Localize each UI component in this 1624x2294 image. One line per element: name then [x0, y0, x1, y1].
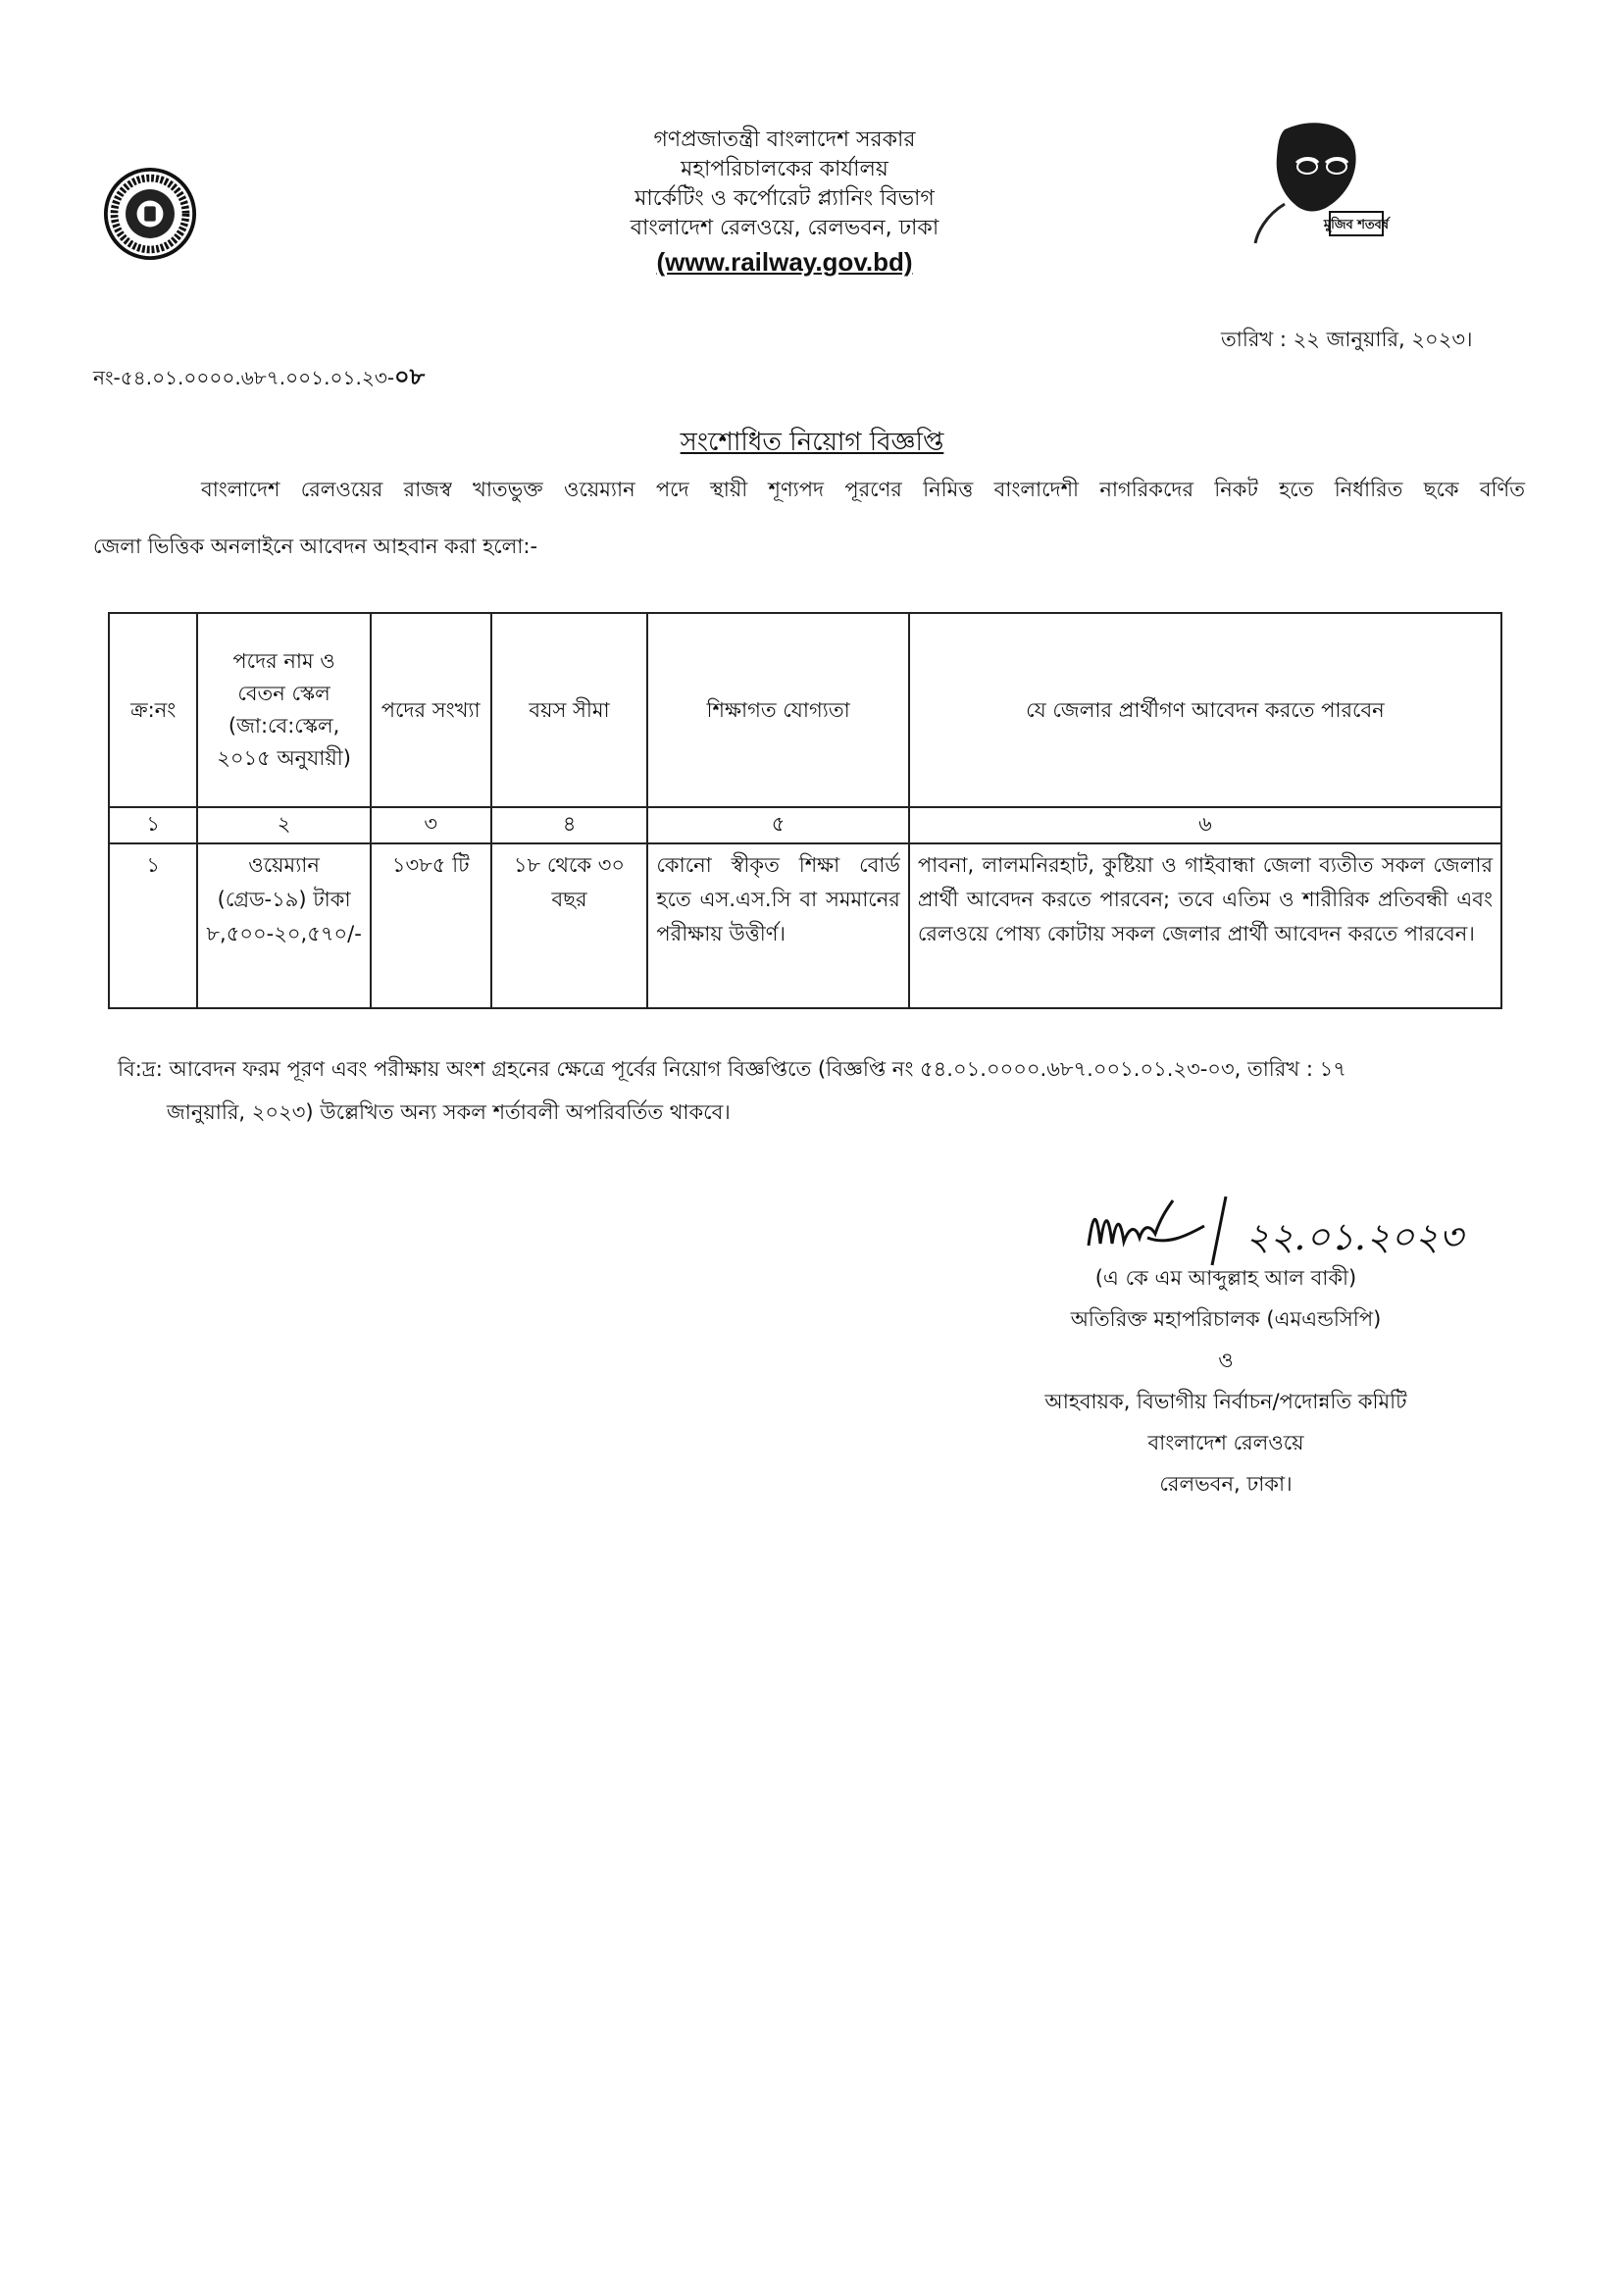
intro-line-1: বাংলাদেশ রেলওয়ের রাজস্ব খাতভুক্ত ওয়েম্যান পদে স্থায়ী শূণ্যপদ পূরণের নিমিত্ত বাংলাদেশী নাগরিকদের নিকট হতে নির্ধারিত ছকে বর্ণিত [201, 478, 1525, 501]
row-post: ওয়েম্যান (গ্রেড-১৯) টাকা ৮,৫০০-২০,৫৭০/- [197, 843, 370, 1008]
vacancy-table [108, 612, 1502, 1009]
header-serial: ক্র:নং [109, 613, 197, 807]
memo-number-text: নং-৫৪.০১.০০০০.৬৮৭.০০১.০১.২৩- [93, 366, 395, 389]
header-education: শিক্ষাগত যোগ্যতা [647, 613, 908, 807]
signatory-place: রেলভবন, ঢাকা। [1159, 1472, 1293, 1496]
letterhead [471, 126, 1098, 277]
mujib-borsho-logo-icon [1245, 118, 1412, 245]
organization-address: বাংলাদেশ রেলওয়ে, রেলভবন, ঢাকা [630, 216, 939, 240]
signatory-role: আহবায়ক, বিভাগীয় নির্বাচন/পদোন্নতি কমিটি [1044, 1390, 1407, 1413]
header-districts: যে জেলার প্রার্থীগণ আবেদন করতে পারবেন [909, 613, 1501, 807]
notice-title [0, 422, 1624, 465]
header-count: পদের সংখ্যা [371, 613, 491, 807]
department-name: মার্কেটিং ও কর্পোরেট প্ল্যানিং বিভাগ [634, 186, 935, 211]
header-post: পদের নাম ও বেতন স্কেল (জা:বে:স্কেল, ২০১৫ অনুযায়ী) [197, 613, 370, 807]
notice-title-text: সংশোধিত নিয়োগ বিজ্ঞপ্তি [680, 428, 944, 457]
footnote [118, 1047, 1471, 1134]
signatory-and: ও [1218, 1349, 1234, 1372]
bangladesh-railway-seal-icon [103, 167, 197, 261]
table-header-row [109, 613, 1501, 807]
signature-date: ২২.০১.২০২৩ [1245, 1215, 1463, 1258]
row-education: কোনো স্বীকৃত শিক্ষা বোর্ড হতে এস.এস.সি বা সমমানের পরীক্ষায় উত্তীর্ণ। [647, 843, 908, 1008]
table-row [109, 843, 1501, 1008]
column-number: ৬ [909, 807, 1501, 843]
column-number: ৪ [491, 807, 648, 843]
office-name: মহাপরিচালকের কার্যালয় [681, 157, 888, 181]
footnote-line-1: বি:দ্র: আবেদন ফরম পূরণ এবং পরীক্ষায় অংশ গ্রহনের ক্ষেত্রে পূর্বের নিয়োগ বিজ্ঞপ্তিতে (বিজ্ঞপ্তি নং ৫৪.০১.০০০০.৬৮৭.০০১.০১.২৩-০৩, তারিখ : ১৭ [118, 1057, 1346, 1081]
column-number: ৫ [647, 807, 908, 843]
row-age: ১৮ থেকে ৩০ বছর [491, 843, 648, 1008]
signatory-block [961, 1257, 1491, 1504]
memo-handwritten-suffix: ০৮ [394, 362, 426, 390]
column-number: ১ [109, 807, 197, 843]
logo-text: মুজিব শতবর্ষ [1323, 218, 1390, 232]
header-age: বয়স সীমা [491, 613, 648, 807]
column-number: ৩ [371, 807, 491, 843]
memo-number [93, 359, 425, 398]
row-serial: ১ [109, 843, 197, 1008]
website-link[interactable]: (www.railway.gov.bd) [656, 247, 913, 277]
intro-line-2: জেলা ভিত্তিক অনলাইনে আবেদন আহবান করা হলো:- [93, 535, 538, 558]
footnote-line-2: জানুয়ারি, ২০২৩) উল্লেখিত অন্য সকল শর্তাবলী অপরিবর্তিত থাকবে। [167, 1100, 731, 1124]
signatory-name: (এ কে এম আব্দুল্লাহ আল বাকী) [1094, 1266, 1357, 1290]
row-districts: পাবনা, লালমনিরহাট, কুষ্টিয়া ও গাইবান্ধা জেলা ব্যতীত সকল জেলার প্রার্থী আবেদন করতে পারবেন; তবে এতিম ও শারীরিক প্রতিবন্ধী এবং রেলওয়ে পোষ্য কোটায় সকল জেলার প্রার্থী আবেদন করতে পারবেন। [909, 843, 1501, 1008]
signatory-org: বাংলাদেশ রেলওয়ে [1147, 1431, 1304, 1454]
govt-name: গণপ্রজাতন্ত্রী বাংলাদেশ সরকার [653, 127, 916, 152]
row-count: ১৩৮৫ টি [371, 843, 491, 1008]
column-number: ২ [197, 807, 370, 843]
column-number-row [109, 807, 1501, 843]
issue-date: তারিখ : ২২ জানুয়ারি, ২০২৩। [1221, 328, 1473, 351]
intro-paragraph [93, 461, 1525, 575]
signatory-designation: অতিরিক্ত মহাপরিচালক (এমএন্ডসিপি) [1070, 1307, 1382, 1331]
